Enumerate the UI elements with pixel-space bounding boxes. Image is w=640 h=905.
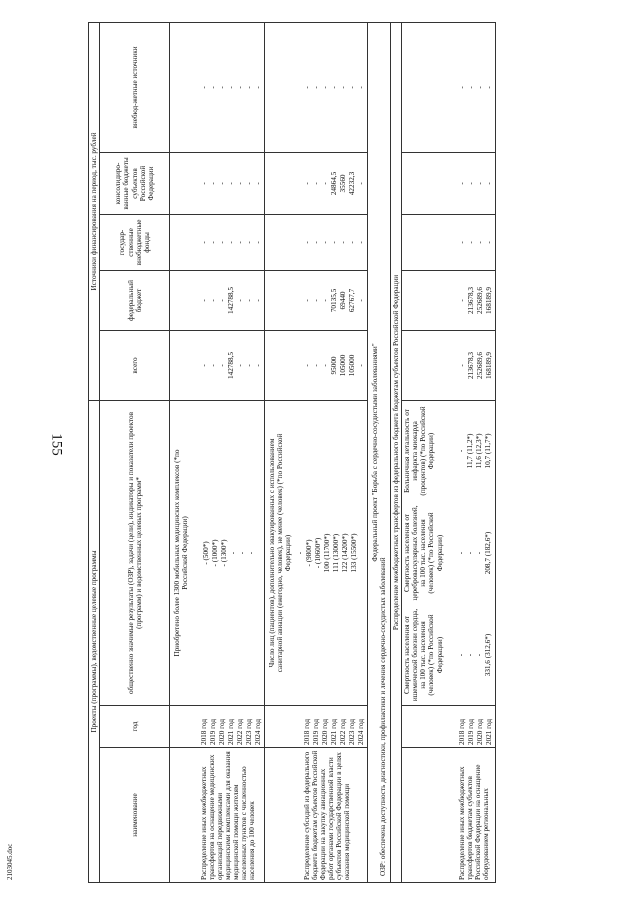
header-row-groups: [89, 22, 100, 882]
indicator-ihd: Смертность населения от ишемической болезни сердца, на 100 тыс. населения (человек) (*по Российской Федерации) - - - 331,6 (312,6*): [403, 608, 493, 702]
row-name: Распределение субсидий из федерального бюджета бюджетам субъектов Российской Федерации на закупку авиационных работ органами государственной власти субъектов Российской Федерации в целях оказания медицинской помощи: [265, 748, 368, 883]
footer-file-name: 2103045.doc: [6, 843, 14, 880]
header-year: год: [100, 706, 170, 748]
row-indicator: Приобретено более 1300 мобильных медицинских комплексов (*по Российской Федерации) - (500*) - (1000*) - (1300*) - - -: [170, 400, 265, 705]
row-name: Распределение иных межбюджетных трансфертов на оснащение медицинских организаций передвижными медицинскими комплексами для оказания медицинской помощи жителям населенных пунктов с численностью населения до 100 человек: [170, 748, 265, 883]
row-federal: - 213678,3 252689,6 168189,9: [402, 270, 496, 330]
row-offbudget: - - - - - - -: [170, 22, 265, 152]
federal-project-title: Федеральный проект "Борьба с сердечно-сосудистыми заболеваниями" ОЗР: обеспечена доступность диагностики, профилактики и лечения сердечно-сосудистых заболеваний: [368, 22, 391, 882]
financing-table: [88, 22, 496, 883]
row-indicator: Число лиц (пациентов), дополнительно эвакуированных с использованием санитарной авиации (ежегодно, человек), не менее (человек) (*по Российской Федерации) - - (9800*) - (10600*) 100 (11700*) 111 (13000*) 122 (14200*) 133 (15500*): [265, 400, 368, 705]
row-state-funds: - - - - - - -: [265, 214, 368, 270]
row-federal: - - - 142788,5 - - -: [170, 270, 265, 330]
header-consolidated: консолидиро-ванные бюджеты субъектов Российской Федерации: [100, 152, 170, 214]
header-indicators: общественно значимые результаты (ОЗР), задачи (цели), индикаторы и показатели проектов (программ) и ведомственных целевых программ*: [100, 400, 170, 705]
header-group-projects: Проекты (программы), ведомственные целевые программы: [89, 400, 100, 882]
header-name: наименование: [100, 748, 170, 883]
row-federal: - - - 70135,5 69440 62767,7 -: [265, 270, 368, 330]
rotated-table-sheet: [88, 23, 628, 883]
header-group-sources: Источники финансирования на период, тыс. рублей: [89, 22, 100, 400]
row-state-funds: - - - - - - -: [170, 214, 265, 270]
federal-project-ozr: ОЗР: обеспечена доступность диагностики, профилактики и лечения сердечно-сосудистых заболеваний: [379, 557, 388, 876]
table-row: [402, 22, 496, 882]
row-years: 2018 год 2019 год 2020 год 2021 год 2022 год 2023 год 2024 год: [170, 706, 265, 748]
federal-project-row: [368, 22, 391, 882]
row-name: Распределение иных межбюджетных трансфертов бюджетам субъектов Российской Федерации на оснащение оборудованием региональных: [402, 748, 496, 883]
header-row-columns: [100, 22, 170, 882]
row-years: 2018 год 2019 год 2020 год 2021 год: [402, 706, 496, 748]
header-total: всего: [100, 330, 170, 400]
section-heading-row: [391, 22, 402, 882]
table-row: [265, 22, 368, 882]
row-indicator: [402, 400, 496, 705]
section-heading: Распределение межбюджетных трансфертов из федерального бюджета бюджетам субъектов Российской Федерации: [391, 22, 402, 882]
row-total: - - - 142788,5 - - -: [170, 330, 265, 400]
indicator-cerebro: Смертность населения от цереброваскулярных болезней, на 100 тыс. населения (человек) (*по Российской Федерации) - - - 208,7 (182,6*): [403, 505, 493, 601]
row-consolidated: - - - - - - -: [170, 152, 265, 214]
row-offbudget: - - - - - - -: [265, 22, 368, 152]
header-offbudget: внебюд-жетные источники: [100, 22, 170, 152]
row-total: - 213678,3 252689,6 168189,9: [402, 330, 496, 400]
row-consolidated: - - - -: [402, 152, 496, 214]
row-offbudget: - - - -: [402, 22, 496, 152]
header-state-funds: государ-ственные внебюджетные фонды: [100, 214, 170, 270]
row-years: 2018 год 2019 год 2020 год 2021 год 2022 год 2023 год 2024 год: [265, 706, 368, 748]
row-state-funds: - - - -: [402, 214, 496, 270]
page-number: 155: [48, 433, 65, 456]
row-total: - - - 95000 105000 105000 -: [265, 330, 368, 400]
row-consolidated: - - - 24864,5 35560 42232,3 -: [265, 152, 368, 214]
table-row: [170, 22, 265, 882]
header-federal: федеральный бюджет: [100, 270, 170, 330]
indicator-mi-lethality: Больничная летальность от инфаркта миокарда (процентов) (*по Российской Федерации) - 11,7 (11,2*) 11,6 (12,3*) 10,7 (11,7*): [403, 406, 493, 496]
